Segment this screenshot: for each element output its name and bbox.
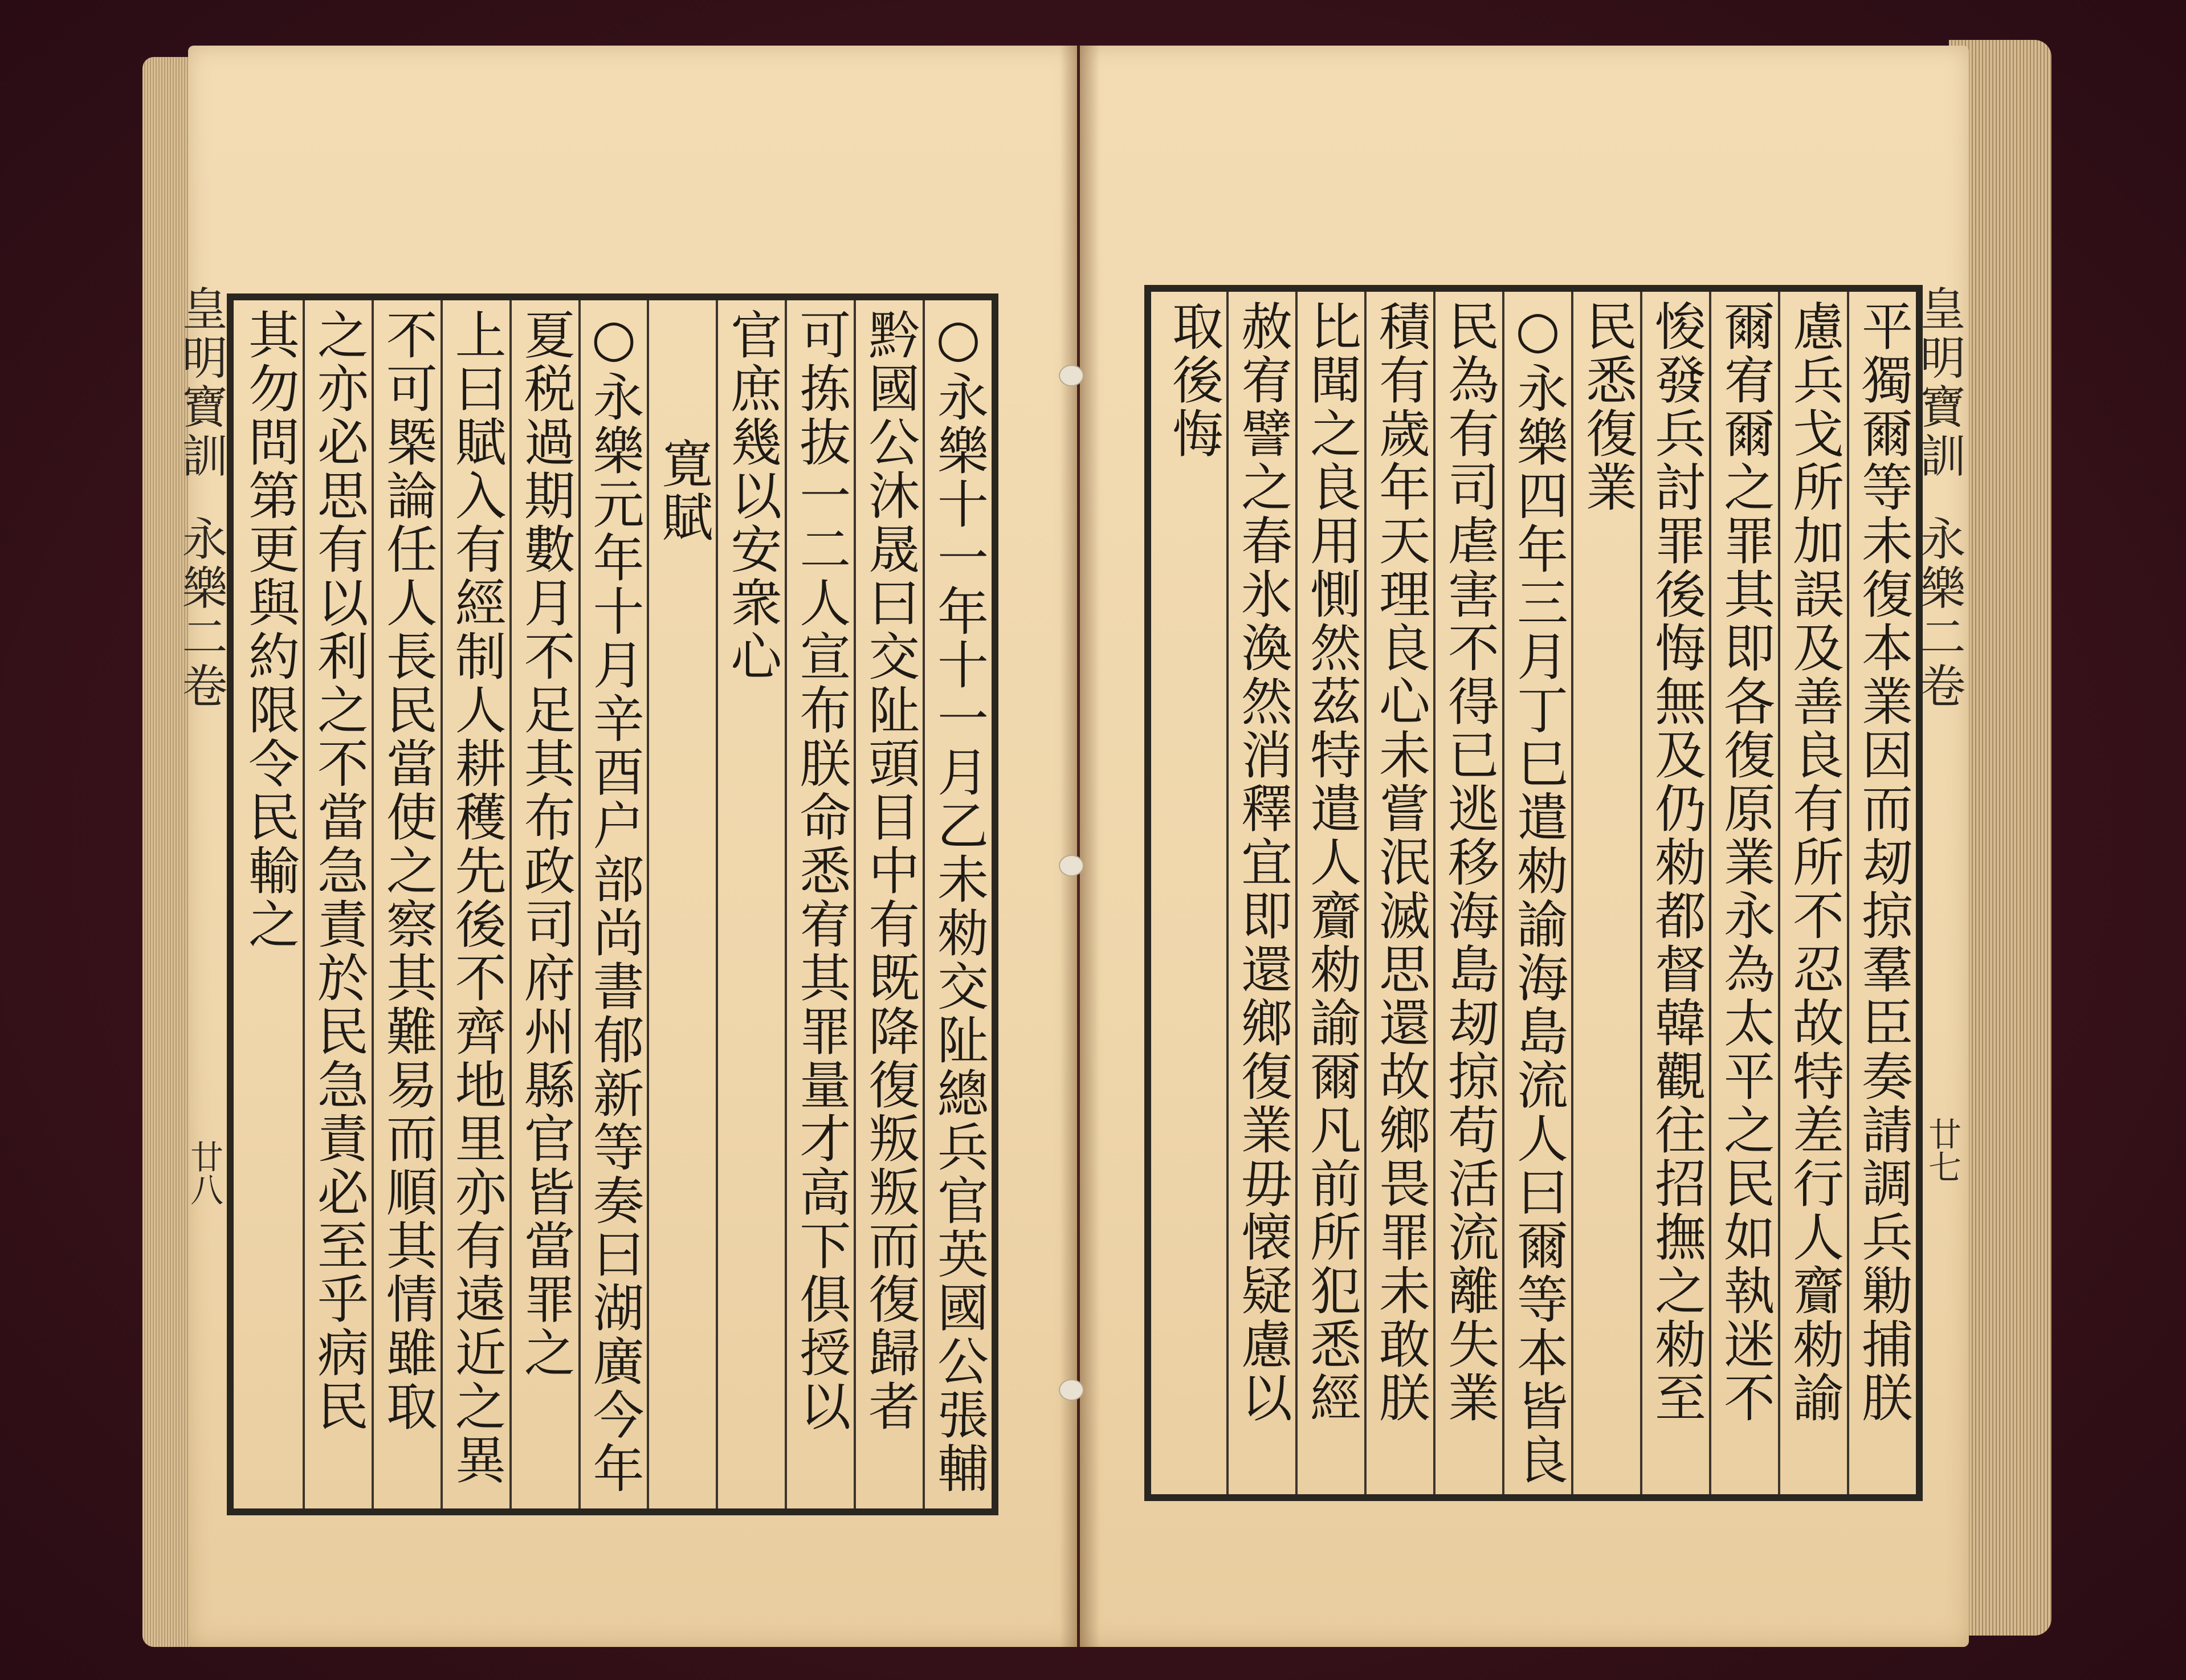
text-column: 黔國公沐晟曰交阯頭目中有既降復叛叛而復歸者 [854, 300, 923, 1508]
text-column: 民為有司虐害不得已逃移海島刼掠苟活流離失業 [1433, 292, 1502, 1494]
text-column: 上曰賦入有經制人耕穫先後不齊地里亦有遠近之異 [441, 300, 509, 1508]
text-column: ○永樂十一年十一月乙未勑交阯總兵官英國公張輔 [923, 300, 992, 1508]
text-column: 夏税過期數月不足其布政司府州縣官皆當罪之 [509, 300, 578, 1508]
book-gutter [1060, 46, 1100, 1647]
right-banxin-title: 皇明寶訓 [1912, 285, 1965, 481]
text-column: 之亦必思有以利之不當急責於民急責必至乎病民 [303, 300, 372, 1508]
left-folio: 廿八 [185, 1140, 223, 1206]
text-column: 比聞之良用惻然茲特遣人齎勑諭爾凡前所犯悉經 [1295, 292, 1364, 1494]
binding-thread [1059, 855, 1084, 876]
left-banxin-title: 皇明寶訓 [174, 285, 227, 481]
text-column: ○永樂四年三月丁巳遣勑諭海島流人曰爾等本皆良 [1502, 292, 1571, 1494]
text-column: 不可槩論任人長民當使之察其難易而順其情雖取 [372, 300, 441, 1508]
text-column: 爾宥爾之罪其即各復原業永為太平之民如執迷不 [1709, 292, 1778, 1494]
text-column: 平獨爾等未復本業因而刼掠羣臣奏請調兵勦捕朕 [1847, 292, 1916, 1494]
left-text-frame [227, 293, 998, 1515]
text-column: 慮兵戈所加誤及善良有所不忍故特差行人齎勑諭 [1778, 292, 1847, 1494]
binding-thread [1059, 365, 1084, 386]
text-column: 可拣抜一二人宣布朕命悉宥其罪量才高下俱授以 [785, 300, 854, 1508]
right-folio: 廿七 [1923, 1117, 1961, 1183]
text-column: 民悉復業 [1571, 292, 1640, 1494]
text-column: 取後悔 [1163, 300, 1223, 460]
right-banxin-volume: 永樂二卷 [1912, 515, 1965, 711]
left-banxin-volume: 永樂二卷 [174, 515, 227, 711]
right-text-frame [1144, 285, 1923, 1501]
section-heading: 寛賦 [647, 300, 716, 1508]
text-column: ○永樂元年十月辛酉户部尚書郁新等奏曰湖廣今年 [578, 300, 647, 1508]
left-banxin [171, 285, 228, 1510]
text-column: 其勿問第更與約限令民輸之 [239, 308, 299, 951]
text-column: 積有歲年天理良心未嘗泯滅思還故鄉畏罪未敢朕 [1364, 292, 1433, 1494]
text-column: 官庶幾以安衆心 [716, 300, 785, 1508]
text-column: 赦宥譬之春氷渙然消釋宜即還鄉復業毋懐疑慮以 [1226, 292, 1295, 1494]
text-column: 悛發兵討罪後悔無及仍勑都督韓觀往招撫之勑至 [1640, 292, 1709, 1494]
binding-thread [1059, 1379, 1084, 1401]
